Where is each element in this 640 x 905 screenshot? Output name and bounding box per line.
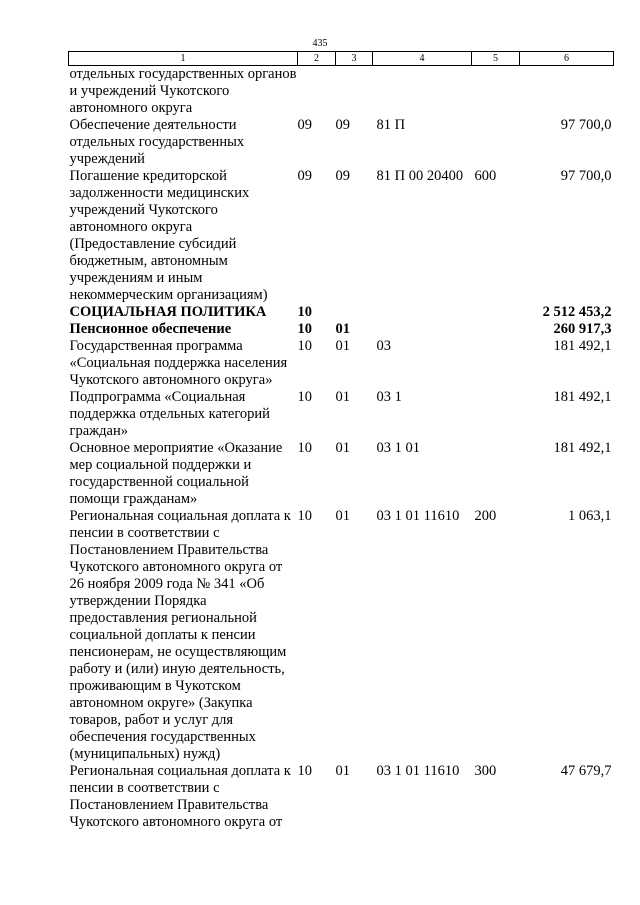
cell-expense-type: 200: [474, 508, 497, 524]
cell-subsection: 01: [335, 389, 350, 405]
cell-expense-type: 300: [474, 763, 497, 779]
cell-section: 10: [297, 508, 312, 524]
cell-section: 10: [297, 321, 312, 337]
cell-target-article: 03 1 01 11610: [376, 763, 460, 779]
table-row: [69, 321, 614, 338]
cell-subsection: 01: [335, 763, 350, 779]
cell-amount: [520, 66, 614, 118]
cell-subsection: 01: [335, 321, 350, 337]
cell-section: 10: [297, 440, 312, 456]
column-header-1: 1: [69, 52, 298, 66]
table-row: [69, 304, 614, 321]
table-row: [69, 117, 614, 168]
cell-subsection: 01: [335, 338, 350, 354]
cell-subsection: [336, 304, 373, 321]
cell-amount: 47 679,7: [560, 763, 612, 779]
cell-target-article: 03: [376, 338, 391, 354]
cell-expense-type: [472, 321, 520, 338]
cell-section: 09: [297, 117, 312, 133]
table-row: [69, 440, 614, 508]
budget-table: [68, 51, 614, 831]
cell-amount: 97 700,0: [560, 117, 612, 133]
cell-amount: 1 063,1: [568, 508, 612, 524]
cell-name: Региональная социальная доплата к пенсии в соответствии с Постановлением Правительства Чукотского автономного округа от 26 ноября 2009 года № 341 «Об утверждении Порядка предоставления региональной социальной доплаты к пенсии пенсионерам, не осуществляющим работу и (или) иную деятельность, проживающим в Чукотском автономном округе» (Закупка товаров, работ и услуг для обеспечения государственных (муниципальных) нужд): [69, 508, 291, 762]
header-row: [69, 52, 614, 66]
table-row: [69, 168, 614, 304]
cell-target-article: 03 1 01: [376, 440, 420, 456]
cell-name: Государственная программа «Социальная поддержка населения Чукотского автономного округа»: [69, 338, 288, 388]
cell-target-article: [373, 66, 472, 118]
table-body: [69, 66, 614, 832]
page-number: 435: [312, 38, 328, 49]
cell-expense-type: [472, 66, 520, 118]
cell-expense-type: 600: [474, 168, 497, 184]
cell-name: Обеспечение деятельности отдельных государственных учреждений: [69, 117, 245, 167]
cell-name: Подпрограмма «Социальная поддержка отдельных категорий граждан»: [69, 389, 270, 439]
cell-target-article: [373, 321, 472, 338]
cell-name: Пенсионное обеспечение: [69, 321, 232, 337]
cell-section: 10: [297, 389, 312, 405]
cell-section: 09: [297, 168, 312, 184]
table-header: [69, 52, 614, 66]
cell-subsection: 09: [335, 117, 350, 133]
cell-amount: 260 917,3: [553, 321, 612, 337]
cell-target-article: 81 П 00 20400: [376, 168, 464, 184]
cell-target-article: 03 1 01 11610: [376, 508, 460, 524]
cell-name: Основное мероприятие «Оказание мер социальной поддержки и государственной социальной помощи гражданам»: [69, 440, 283, 507]
cell-name: Региональная социальная доплата к пенсии в соответствии с Постановлением Правительства Чукотского автономного округа от: [69, 763, 291, 830]
cell-amount: 97 700,0: [560, 168, 612, 184]
cell-subsection: [336, 66, 373, 118]
table-row: [69, 338, 614, 389]
cell-target-article: 81 П: [376, 117, 406, 133]
cell-expense-type: [472, 304, 520, 321]
table-row: [69, 389, 614, 440]
column-header-4: 4: [373, 52, 472, 66]
cell-target-article: 03 1: [376, 389, 402, 405]
cell-section: 10: [297, 304, 312, 320]
table-row: [69, 66, 614, 118]
table-row: [69, 508, 614, 763]
cell-subsection: 01: [335, 508, 350, 524]
cell-name: отдельных государственных органов и учреждений Чукотского автономного округа: [69, 66, 297, 116]
cell-section: [298, 66, 336, 118]
column-header-6: 6: [520, 52, 614, 66]
cell-subsection: 09: [335, 168, 350, 184]
cell-section: 10: [297, 763, 312, 779]
cell-amount: 181 492,1: [553, 338, 612, 354]
cell-amount: 181 492,1: [553, 389, 612, 405]
cell-section: 10: [297, 338, 312, 354]
cell-target-article: [373, 304, 472, 321]
cell-expense-type: [472, 440, 520, 508]
cell-name: Погашение кредиторской задолженности медицинских учреждений Чукотского автономного округа (Предоставление субсидий бюджетным, автономным учреждениям и иным некоммерческим организациям): [69, 168, 268, 303]
cell-expense-type: [472, 117, 520, 168]
cell-expense-type: [472, 389, 520, 440]
column-header-3: 3: [336, 52, 373, 66]
cell-amount: 181 492,1: [553, 440, 612, 456]
cell-subsection: 01: [335, 440, 350, 456]
cell-name: СОЦИАЛЬНАЯ ПОЛИТИКА: [69, 304, 267, 320]
table-row: [69, 763, 614, 831]
column-header-5: 5: [472, 52, 520, 66]
cell-expense-type: [472, 338, 520, 389]
cell-amount: 2 512 453,2: [542, 304, 612, 320]
column-header-2: 2: [298, 52, 336, 66]
